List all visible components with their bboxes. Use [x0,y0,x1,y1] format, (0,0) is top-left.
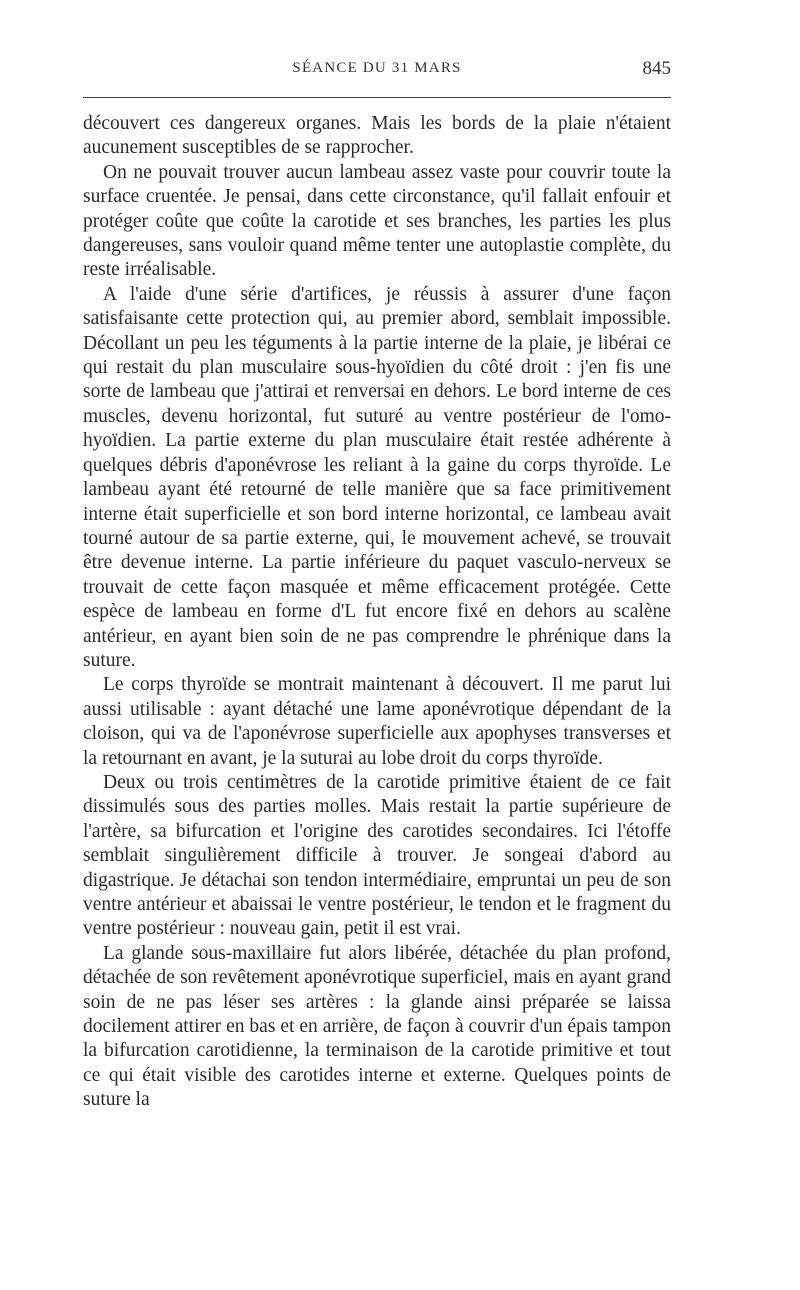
header-rule [83,97,671,98]
running-title: SÉANCE DU 31 MARS [292,60,462,76]
paragraph: On ne pouvait trouver aucun lambeau assez vaste pour couvrir toute la surface cruentée. Je pensai, dans cette circonstance, qu'il fallait enfouir et protéger coûte que coûte la carotide et ses branches, les parties les plus dangereuses, sans vouloir quand même tenter une autoplastie complète, du reste irréalisable. [83,161,671,281]
body-text [83,112,671,1113]
paragraph: A l'aide d'une série d'artifices, je réussis à assurer d'une façon satisfaisante cette protection qui, au premier abord, semblait impossible. Décollant un peu les téguments à la partie interne de la plaie, je libérai ce qui restait du plan musculaire sous-hyoïdien du côté droit : j'en fis une sorte de lambeau que j'attirai et renversai en dehors. Le bord interne de ces muscles, devenu horizontal, fut suturé au ventre postérieur de l'omo-hyoïdien. La partie externe du plan musculaire était restée adhérente à quelques débris d'aponévrose les reliant à la gaine du corps thyroïde. Le lambeau ayant été retourné de telle manière que sa face primitivement interne était superficielle et son bord interne horizontal, ce lambeau avait tourné autour de sa partie externe, qui, le mouvement achevé, se trouvait être devenue interne. La partie inférieure du paquet vasculo-nerveux se trouvait de cette façon masquée et même efficacement protégée. Cette espèce de lambeau en forme d'L fut encore fixé en dehors au scalène antérieur, en ayant bien soin de ne pas comprendre le phrénique dans la suture. [83,283,671,671]
paragraph: Deux ou trois centimètres de la carotide primitive étaient de ce fait dissimulés sous des parties molles. Mais restait la partie supérieure de l'artère, sa bifurcation et l'origine des carotides secondaires. Ici l'étoffe semblait singulièrement difficile à trouver. Je songeai d'abord au digastrique. Je détachai son tendon intermédiaire, empruntai un peu de son ventre antérieur et abaissai le ventre postérieur, le tendon et le fragment du ventre postérieur : nouveau gain, petit il est vrai. [83,771,671,940]
book-page [83,0,671,1290]
paragraph: La glande sous-maxillaire fut alors libérée, détachée du plan profond, détachée de son revêtement aponévrotique superficiel, mais en ayant grand soin de ne pas léser ses artères : la glande ainsi préparée se laissa docilement attirer en bas et en arrière, de façon à couvrir d'un épais tampon la bifurcation carotidienne, la terminaison de la carotide primitive et tout ce qui était visible des carotides interne et externe. Quelques points de suture la [83,942,671,1111]
paragraph: Le corps thyroïde se montrait maintenant à découvert. Il me parut lui aussi utilisable : ayant détaché une lame aponévrotique dépendant de la cloison, qui va de l'aponévrose superficielle aux apophyses transverses et la retournant en avant, je la suturai au lobe droit du corps thyroïde. [83,674,671,769]
page-number: 845 [642,58,671,79]
paragraph-continued: découvert ces dangereux organes. Mais les bords de la plaie n'étaient aucunement susceptibles de se rapprocher. [83,113,671,159]
running-head [83,58,671,88]
